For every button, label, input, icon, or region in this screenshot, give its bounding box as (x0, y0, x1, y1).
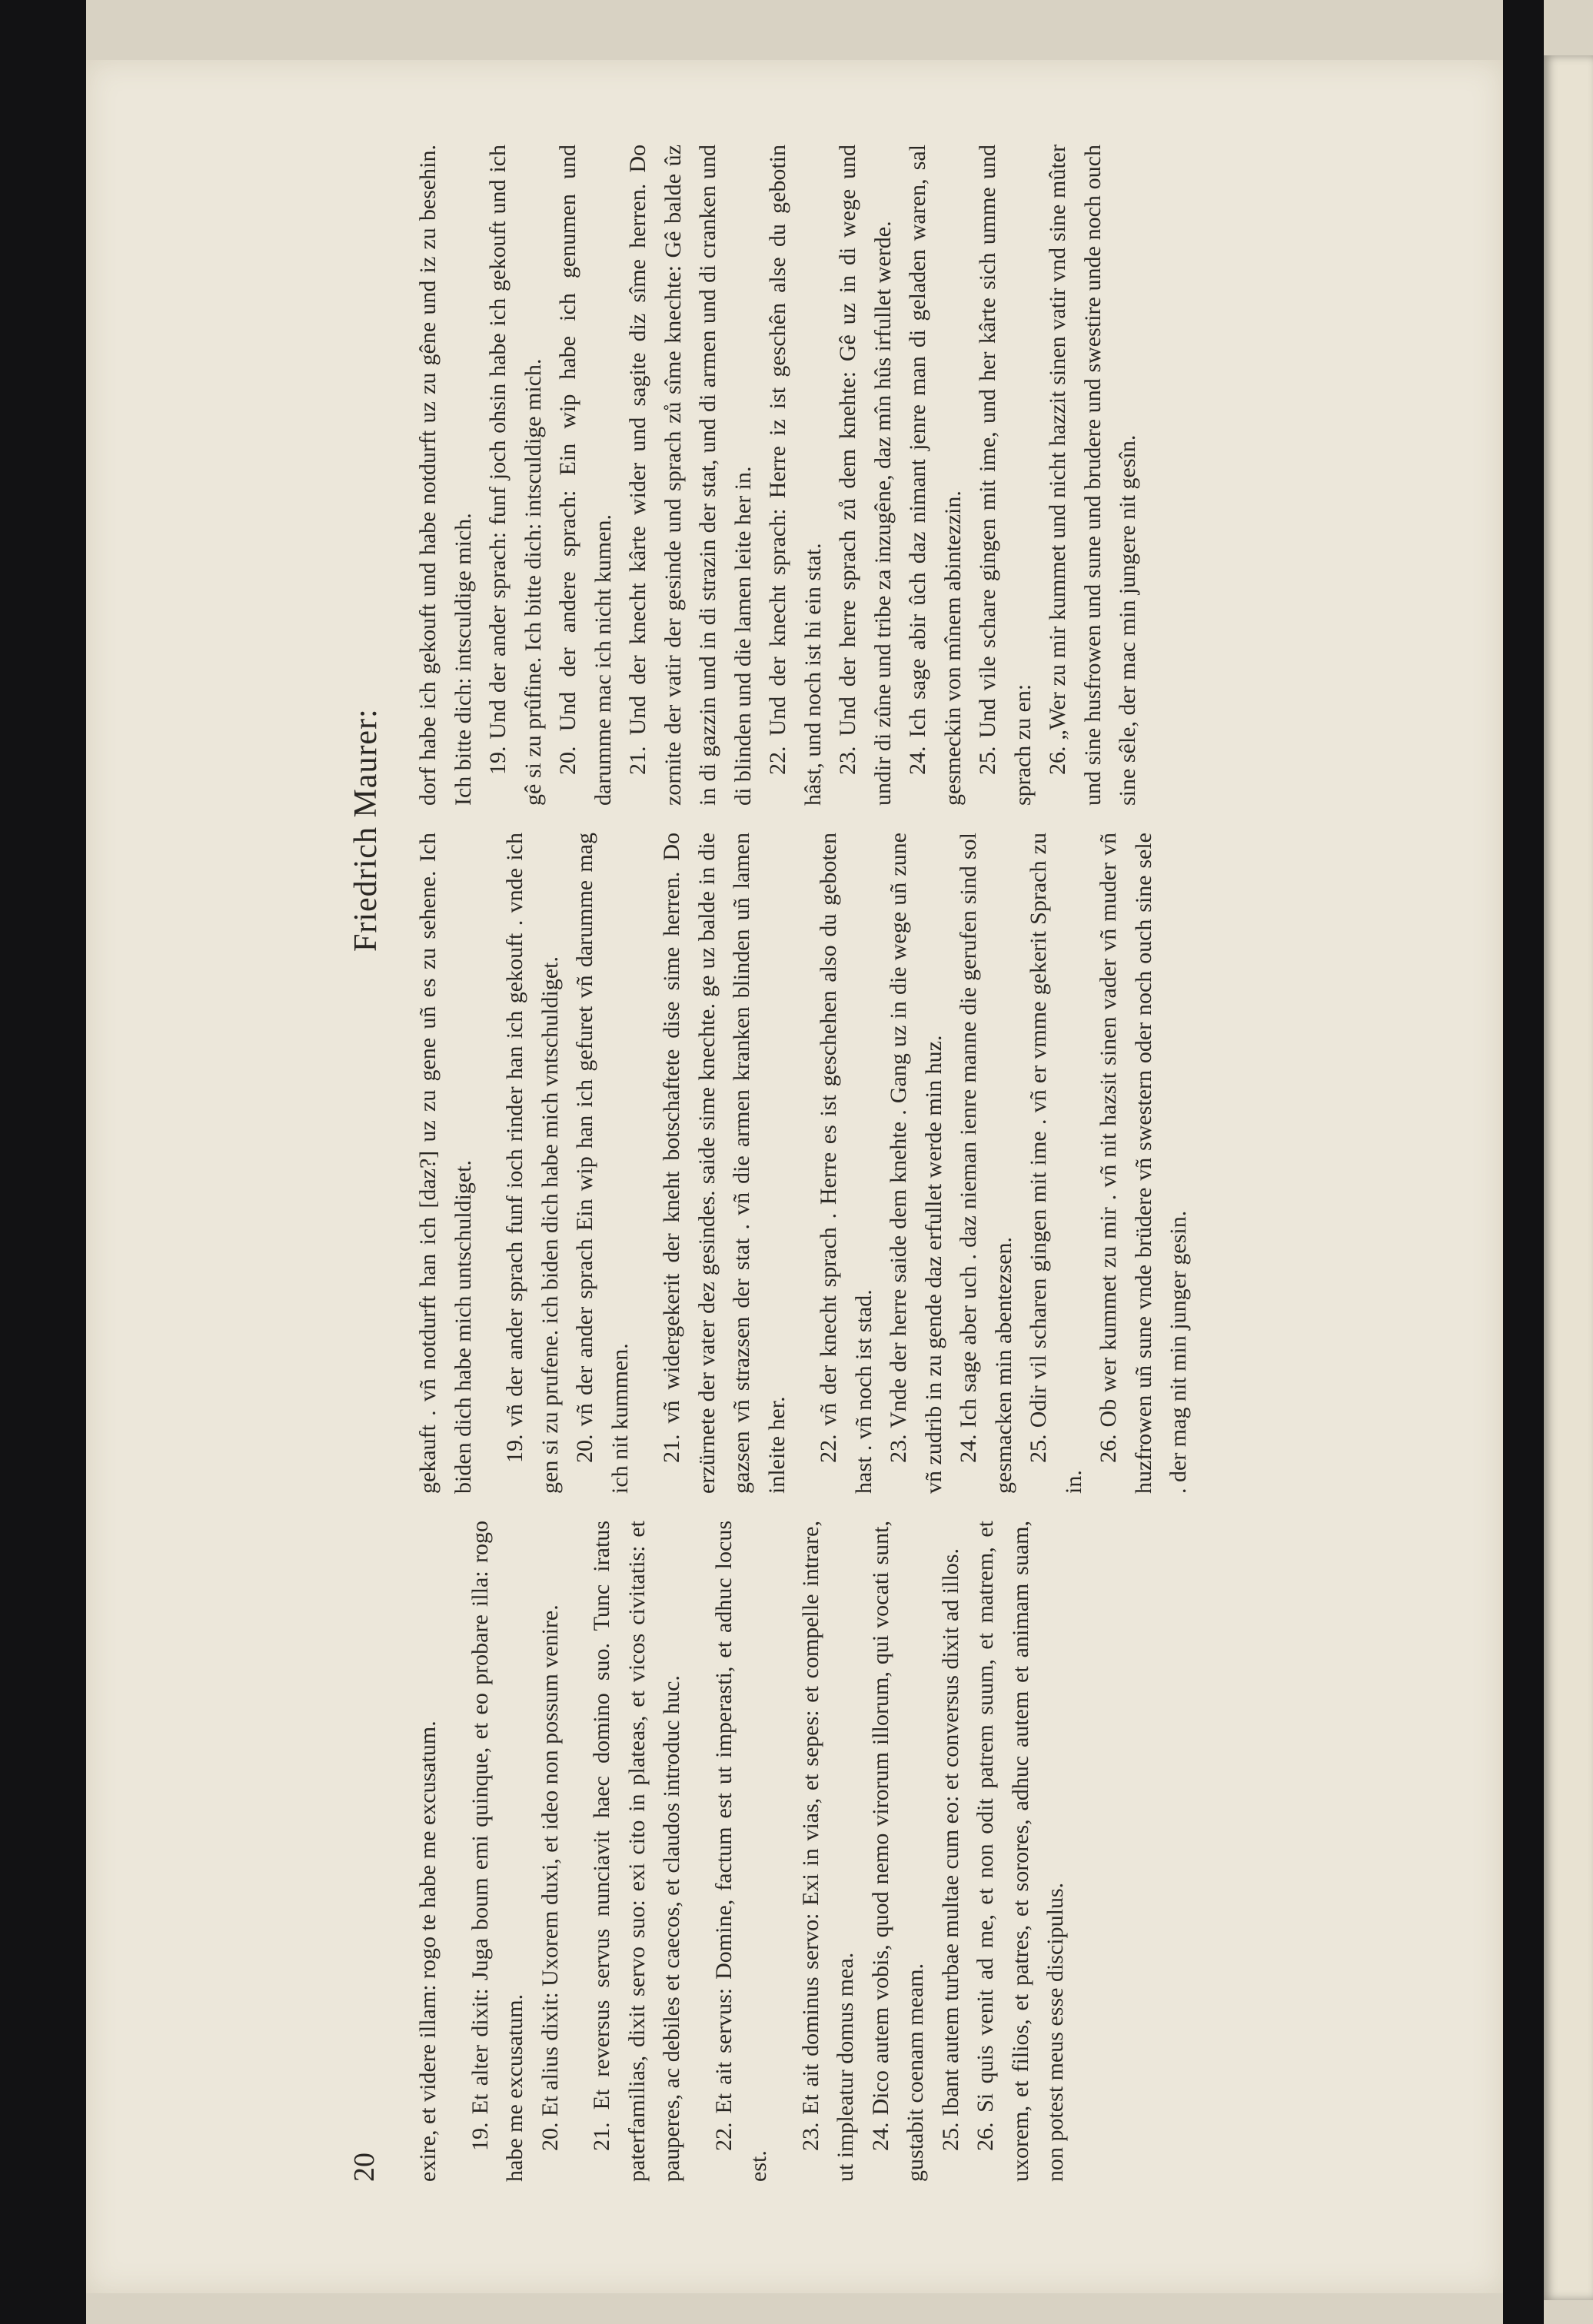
verse-20: 20. Et alius dixit: Uxorem duxi, et ideo non possum venire. (537, 1604, 563, 2151)
book-spine (1503, 0, 1544, 2324)
verse-continuation: dorf habe ich gekouft und habe notdurft uz zu gêne und iz zu besehin. Ich bitte dich: intsculdige mich. (415, 145, 476, 806)
parallel-columns (411, 114, 1456, 2205)
verse-25: 25. Ibant autem turbae multae cum eo: et conversus dixit ad illos. (937, 1548, 963, 2151)
verse-21: 21. Und der knecht kârte wider und sagite diz sîme herren. Do zornite der vatir der gesinde und sprach zů sîme knechte: Gê balde ûz in di gazzin und in di strazin der stat, und di armen und di cranken und di blinden und die lamen leite her in. (625, 145, 756, 806)
verse-22: 22. vñ der knecht sprach . Herre es ist geschehen also du geboten hast . vñ noch ist stad. (816, 833, 876, 1494)
verse-26: 26. „Wer zu mir kummet und nicht hazzit sinen vatir vnd sine mûter und sine husfrowen und sune und brudere und swestire unde noch ouch sine sêle, der mac min jungere nit gesîn. (1045, 145, 1140, 806)
rotated-text-block (340, 114, 1462, 2205)
verse-24: 24. Dico autem vobis, quod nemo virorum illorum, qui vocati sunt, gustabit coenam meam. (867, 1521, 928, 2182)
verse-23: 23. Et ait dominus servo: Exi in vias, et sepes: et compelle intrare, ut impleatur domus mea. (797, 1521, 858, 2182)
verse-19: 19. vñ der ander sprach funf ioch rinder han ich gekouft . vnde ich gen si zu prufene. ich biden dich habe mich vntschuldiget. (502, 833, 563, 1494)
verse-25: 25. Und vile schare gingen mit ime, und her kârte sich umme und sprach zu en: (975, 145, 1036, 806)
verse-23: 23. Und der herre sprach zů dem knehte: Gê uz in di wege und undir di zûne und tribe za inzugêne, daz mîn hûs irfullet werde. (835, 145, 896, 806)
facing-page-edge (1544, 55, 1593, 2300)
verse-22: 22. Et ait servus: Domine, factum est ut imperasti, et adhuc locus est. (710, 1521, 771, 2182)
verse-20: 20. vñ der ander sprach Ein wip han ich gefuret vñ darumme mag ich nit kummen. (572, 833, 633, 1494)
verse-21: 21. Et reversus servus nunciavit haec domino suo. Tunc iratus paterfamilias, dixit servo suo: exi cito in plateas, et vicos civitatis: et pauperes, ac debiles et caecos, et claudos introduc huc. (589, 1521, 684, 2182)
verse-22: 22. Und der knecht sprach: Herre iz ist geschên alse du gebotin hâst, und noch ist hi ein stat. (765, 145, 826, 806)
verse-19: 19. Und der ander sprach: funf joch ohsin habe ich gekouft und ich gê si zu prûfine. Ich bitte dich: intsculdige mich. (485, 145, 546, 806)
verse-23: 23. Vnde der herre saide dem knehte . Gang uz in die wege uñ zune vñ zudrib in zu gende daz erfullet werde min huz. (886, 833, 946, 1494)
scan-background-left (0, 0, 86, 2324)
page-header (340, 114, 394, 2205)
german-b-column (411, 145, 1456, 806)
latin-column (411, 1521, 1456, 2182)
verse-26: 26. Si quis venit ad me, et non odit patrem suum, et matrem, et uxorem, et filios, et patres, et sorores, adhuc autem et animam suam, non potest meus esse discipulus. (973, 1521, 1068, 2182)
verse-21: 21. vñ widergekerit der kneht botschaftete dise sime herren. Do erzürnete der vater dez gesindes. saide sime knechte. ge uz balde in die gazsen vñ strazsen der stat . vñ die armen kranken blinden uñ lamen inleite her. (659, 833, 790, 1494)
verse-continuation: exire, et videre illam: rogo te habe me excusatum. (415, 1721, 441, 2182)
verse-24: 24. Ich sage abir ûch daz nimant jenre man di geladen waren, sal gesmeckin von mînem abintezzin. (905, 145, 966, 806)
book-page (86, 60, 1503, 2293)
verse-25: 25. Odir vil scharen gingen mit ime . vñ er vmme gekerit Sprach zu in. (1026, 833, 1086, 1494)
verse-continuation: gekauft . vñ notdurft han ich [daz?] uz zu gene uñ es zu sehene. Ich biden dich habe mich untschuldiget. (415, 833, 476, 1494)
german-a-column (411, 833, 1456, 1494)
page-number: 20 (348, 2153, 381, 2182)
verse-20: 20. Und der andere sprach: Ein wip habe ich genumen und darumme mac ich nicht kumen. (555, 145, 616, 806)
verse-26: 26. Ob wer kummet zu mir . vñ nit hazsit sinen vader vñ muder vñ huzfrowen uñ sune vnde brüdere vñ swestern oder noch ouch sine sele . der mag nit min junger gesin. (1096, 833, 1191, 1494)
verse-24: 24. Ich sage aber uch . daz nieman ienre manne die gerufen sind sol gesmacken min abentezsen. (956, 833, 1016, 1494)
verse-19: 19. Et alter dixit: Juga boum emi quinque, et eo probare illa: rogo habe me excusatum. (467, 1521, 527, 2182)
running-head: Friedrich Maurer: (348, 708, 384, 952)
